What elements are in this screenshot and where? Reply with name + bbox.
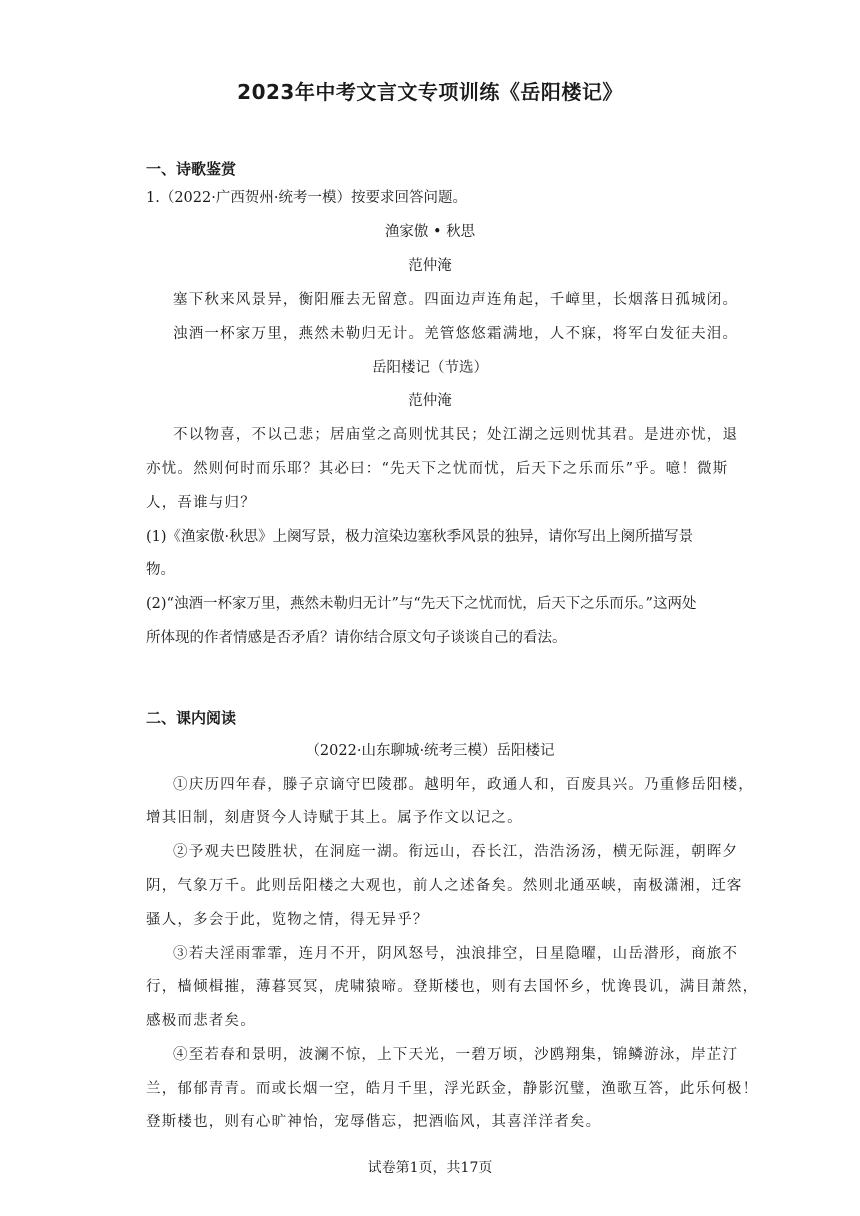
sub-question-2: (2)“浊酒一杯家万里，燕然未勒归无计”与“先天下之忧而忧，后天下之乐而乐。”这两处 bbox=[146, 596, 697, 612]
excerpt-title: 岳阳楼记（节选） bbox=[372, 360, 488, 376]
paragraph-line: 感极而悲者矣。 bbox=[146, 1013, 256, 1029]
poem-title: 渔家傲 • 秋思 bbox=[384, 224, 476, 240]
excerpt-line: 人，吾谁与归？ bbox=[146, 495, 256, 511]
sub-question-1-cont: 物。 bbox=[146, 562, 175, 578]
paragraph-line: ①庆历四年春，滕子京谪守巴陵郡。越明年，政通人和，百废具兴。乃重修岳阳楼， bbox=[173, 777, 754, 793]
sub-question-1: (1)《渔家傲·秋思》上阕写景，极力渲染边塞秋季风景的独异，请你写出上阕所描写景 bbox=[146, 529, 694, 545]
section-heading-reading: 二、课内阅读 bbox=[146, 709, 237, 727]
paragraph-line: 骚人，多会于此，览物之情，得无异乎？ bbox=[146, 912, 429, 928]
sub-question-2-cont: 所体现的作者情感是否矛盾？请你结合原文句子谈谈自己的看法。 bbox=[146, 630, 567, 646]
excerpt-line: 亦忧。然则何时而乐耶？其必曰：“先天下之忧而忧，后天下之乐而乐”乎。噫！微斯 bbox=[146, 461, 729, 477]
page-title: 2023年中考文言文专项训练《岳阳楼记》 bbox=[237, 80, 623, 104]
paragraph-line: ②予观夫巴陵胜状，在洞庭一湖。衔远山，吞长江，浩浩汤汤，横无际涯，朝晖夕 bbox=[173, 844, 739, 860]
paragraph-line: 兰，郁郁青青。而或长烟一空，皓月千里，浮光跃金，静影沉璧，渔歌互答，此乐何极！ bbox=[146, 1081, 759, 1097]
section-heading-poetry: 一、诗歌鉴赏 bbox=[146, 160, 237, 178]
poem-author: 范仲淹 bbox=[408, 258, 452, 274]
paragraph-line: ④至若春和景明，波澜不惊，上下天光，一碧万顷，沙鸥翔集，锦鳞游泳，岸芷汀 bbox=[173, 1047, 739, 1063]
paragraph-line: ③若夫淫雨霏霏，连月不开，阴风怒号，浊浪排空，日星隐曜，山岳潜形，商旅不 bbox=[173, 946, 739, 962]
excerpt-line: 不以物喜，不以己悲；居庙堂之高则忧其民；处江湖之远则忧其君。是进亦忧，退 bbox=[173, 427, 739, 443]
paragraph-line: 行，樯倾楫摧，薄暮冥冥，虎啸猿啼。登斯楼也，则有去国怀乡，忧谗畏讥，满目萧然， bbox=[146, 979, 759, 995]
excerpt-author: 范仲淹 bbox=[408, 393, 452, 409]
paragraph-line: 登斯楼也，则有心旷神怡，宠辱偕忘，把酒临风，其喜洋洋者矣。 bbox=[146, 1114, 602, 1130]
paragraph-line: 增其旧制，刻唐贤今人诗赋于其上。属予作文以记之。 bbox=[146, 810, 523, 826]
page-footer: 试卷第1页，共17页 bbox=[367, 1160, 493, 1176]
poem-line: 浊酒一杯家万里，燕然未勒归无计。羌管悠悠霜满地，人不寐，将军白发征夫泪。 bbox=[173, 326, 739, 342]
poem-line: 塞下秋来风景异，衡阳雁去无留意。四面边声连角起，千嶂里，长烟落日孤城闭。 bbox=[173, 292, 739, 308]
question-intro: 1.（2022·广西贺州·统考一模）按要求回答问题。 bbox=[146, 190, 467, 206]
paragraph-line: 阴，气象万千。此则岳阳楼之大观也，前人之述备矣。然则北通巫峡，南极潇湘，迁客 bbox=[146, 878, 743, 894]
reading-source: （2022·山东聊城·统考三模）岳阳楼记 bbox=[305, 743, 555, 759]
